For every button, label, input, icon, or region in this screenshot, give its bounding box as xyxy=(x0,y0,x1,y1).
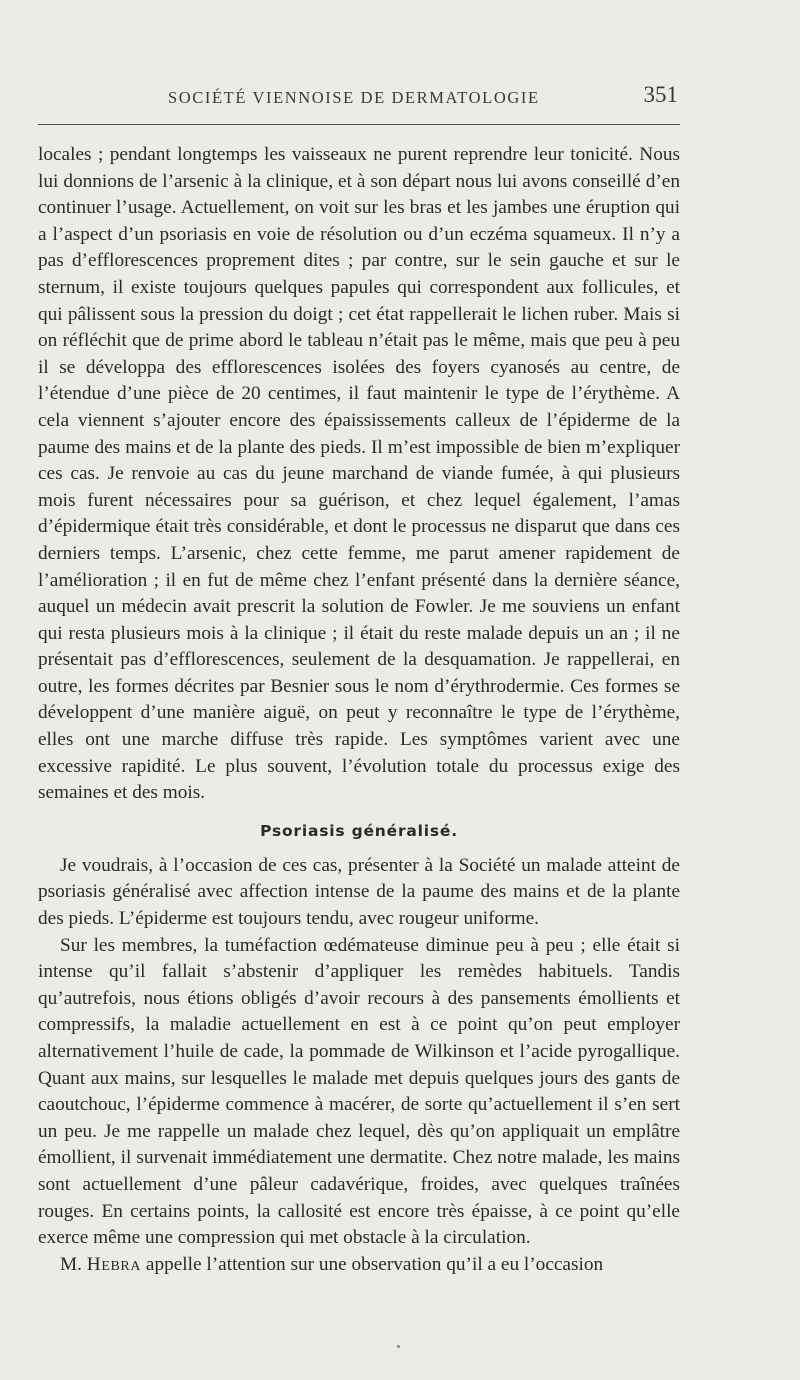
running-title: SOCIÉTÉ VIENNOISE DE DERMATOLOGIE xyxy=(168,88,540,107)
body-text xyxy=(38,142,680,1278)
page-number: 351 xyxy=(643,82,678,107)
running-header xyxy=(38,84,680,116)
section-heading: Psoriasis généralisé. xyxy=(260,821,458,840)
paragraph-hebra-text: appelle l’attention sur une observation qu’il a eu l’occasion xyxy=(145,1253,604,1275)
speaker-prefix: M. xyxy=(60,1253,82,1275)
paragraph-intro: Je voudrais, à l’occasion de ces cas, présenter à la Société un malade atteint de psoriasis généralisé avec affection intense de la paume des mains et de la plante des pieds. L’épiderme est toujours tendu, avec rougeur uniforme. xyxy=(38,854,680,930)
paper-speck xyxy=(397,1345,400,1348)
paragraph-hebra xyxy=(38,1252,680,1279)
paragraph-treatment: Sur les membres, la tuméfaction œdémateuse diminue peu à peu ; elle était si intense qu’il fallait s’abstenir d’appliquer les remèdes habituels. Tandis qu’autrefois, nous étions obligés d’avoir recours à des pansements émollients et compressifs, la maladie actuellement en est à ce point qu’on peut employer alternativement l’huile de cade, la pommade de Wilkinson et l’acide pyrogallique. Quant aux mains, sur lesquelles le malade met depuis quelques jours des gants de caoutchouc, l’épiderme commence à macérer, de sorte qu’actuellement il s’en sert un peu. Je me rappelle un malade chez lequel, dès qu’on appliquait un emplâtre émollient, il survenait immédiatement une dermatite. Chez notre malade, les mains sont actuellement d’une pâleur cadavérique, froides, avec quelques traînées rouges. En certains points, la callosité est encore très épaisse, à ce point qu’elle exerce même une compression qui met obstacle à la circulation. xyxy=(38,934,680,1249)
speaker-name: Hebra xyxy=(86,1253,142,1275)
header-rule xyxy=(38,124,680,125)
paragraph-continuation: locales ; pendant longtemps les vaisseaux ne purent reprendre leur tonicité. Nous lui donnions de l’arsenic à la clinique, et à son départ nous lui avons conseillé d’en continuer l’usage. Actuellement, on voit sur les bras et les jambes une éruption qui a l’aspect d’un psoriasis en voie de résolution ou d’un eczéma squameux. Il n’y a pas d’efflorescences proprement dites ; par contre, sur le sein gauche et sur le sternum, il existe toujours quelques papules qui correspondent aux follicules, et qui pâlissent sous la pression du doigt ; cet état rappellerait le lichen ruber. Mais si on réfléchit que de prime abord le tableau n’était pas le même, mais que peu à peu il se développa des efflorescences isolées des foyers cyanosés au centre, de l’étendue d’une pièce de 20 centimes, il faut maintenir le type de l’érythème. A cela viennent s’ajouter encore des épaississements calleux de l’épiderme de la paume des mains et de la plante des pieds. Il m’est impossible de bien m’expliquer ces cas. Je renvoie au cas du jeune marchand de viande fumée, à qui plusieurs mois furent nécessaires pour sa guérison, et chez lequel également, l’amas d’épidermique était très considérable, et dont le processus ne disparut que dans ces derniers temps. L’arsenic, chez cette femme, me parut amener rapidement de l’amélioration ; il en fut de même chez l’enfant présenté dans la dernière séance, auquel un médecin avait prescrit la solution de Fowler. Je me souviens un enfant qui resta plusieurs mois à la clinique ; il était du reste malade depuis un an ; il ne présentait pas d’efflorescences, seulement de la desquamation. Je rappellerai, en outre, les formes décrites par Besnier sous le nom d’érythrodermie. Ces formes se développent d’une manière aiguë, on peut y reconnaître le type de l’érythème, elles ont une marche diffuse très rapide. Les symptômes varient avec une excessive rapidité. Le plus souvent, l’évolution totale du processus exige des semaines et des mois. xyxy=(38,144,680,804)
